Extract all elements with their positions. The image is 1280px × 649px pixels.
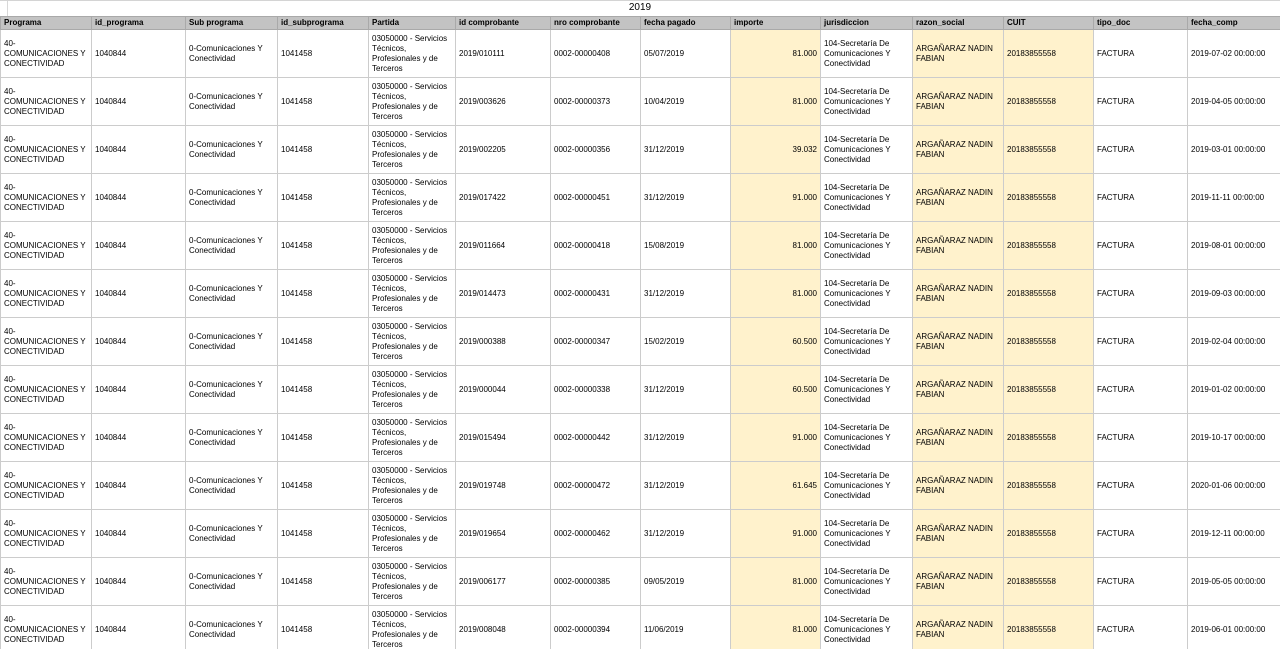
cell-id_subprograma[interactable]: 1041458 (278, 270, 369, 318)
cell-tipo_doc[interactable]: FACTURA (1094, 414, 1188, 462)
cell-razon_social[interactable]: ARGAÑARAZ NADIN FABIAN (913, 366, 1004, 414)
table-row (1, 30, 1280, 78)
cell-programa[interactable]: 40-COMUNICACIONES Y CONECTIVIDAD (1, 414, 92, 462)
cell-nro_comprobante[interactable]: 0002-00000394 (551, 606, 641, 649)
cell-razon_social[interactable]: ARGAÑARAZ NADIN FABIAN (913, 174, 1004, 222)
cell-tipo_doc[interactable]: FACTURA (1094, 606, 1188, 649)
cell-nro_comprobante[interactable]: 0002-00000338 (551, 366, 641, 414)
cell-cuit[interactable]: 20183855558 (1004, 174, 1094, 222)
cell-importe[interactable]: 61.645 (731, 462, 821, 510)
cell-id_comprobante[interactable]: 2019/017422 (456, 174, 551, 222)
cell-fecha_pagado[interactable]: 10/04/2019 (641, 78, 731, 126)
table-row (1, 606, 1280, 649)
header-row (1, 17, 1280, 30)
cell-tipo_doc[interactable]: FACTURA (1094, 366, 1188, 414)
cell-cuit[interactable]: 20183855558 (1004, 78, 1094, 126)
cell-importe[interactable]: 81.000 (731, 558, 821, 606)
cell-fecha_pagado[interactable]: 11/06/2019 (641, 606, 731, 649)
table-row (1, 318, 1280, 366)
cell-nro_comprobante[interactable]: 0002-00000431 (551, 270, 641, 318)
cell-sub_programa[interactable]: 0-Comunicaciones Y Conectividad (186, 510, 278, 558)
cell-nro_comprobante[interactable]: 0002-00000347 (551, 318, 641, 366)
cell-programa[interactable]: 40-COMUNICACIONES Y CONECTIVIDAD (1, 222, 92, 270)
cell-partida[interactable]: 03050000 - Servicios Técnicos, Profesionales y de Terceros (369, 510, 456, 558)
cell-nro_comprobante[interactable]: 0002-00000385 (551, 558, 641, 606)
cell-razon_social[interactable]: ARGAÑARAZ NADIN FABIAN (913, 510, 1004, 558)
cell-programa[interactable]: 40-COMUNICACIONES Y CONECTIVIDAD (1, 510, 92, 558)
table-row (1, 270, 1280, 318)
cell-razon_social[interactable]: ARGAÑARAZ NADIN FABIAN (913, 126, 1004, 174)
cell-id_programa[interactable]: 1040844 (92, 270, 186, 318)
table-row (1, 414, 1280, 462)
cell-partida[interactable]: 03050000 - Servicios Técnicos, Profesionales y de Terceros (369, 606, 456, 649)
cell-cuit[interactable]: 20183855558 (1004, 366, 1094, 414)
cell-tipo_doc[interactable]: FACTURA (1094, 558, 1188, 606)
cell-cuit[interactable]: 20183855558 (1004, 30, 1094, 78)
table-row (1, 78, 1280, 126)
cell-sub_programa[interactable]: 0-Comunicaciones Y Conectividad (186, 414, 278, 462)
cell-jurisdiccion[interactable]: 104-Secretaría De Comunicaciones Y Conectividad (821, 414, 913, 462)
cell-programa[interactable]: 40-COMUNICACIONES Y CONECTIVIDAD (1, 78, 92, 126)
cell-sub_programa[interactable]: 0-Comunicaciones Y Conectividad (186, 558, 278, 606)
cell-fecha_pagado[interactable]: 09/05/2019 (641, 558, 731, 606)
cell-id_comprobante[interactable]: 2019/019748 (456, 462, 551, 510)
cell-id_programa[interactable]: 1040844 (92, 366, 186, 414)
cell-importe[interactable]: 81.000 (731, 222, 821, 270)
cell-id_programa[interactable]: 1040844 (92, 318, 186, 366)
cell-programa[interactable]: 40-COMUNICACIONES Y CONECTIVIDAD (1, 126, 92, 174)
data-table (0, 16, 1280, 649)
cell-partida[interactable]: 03050000 - Servicios Técnicos, Profesionales y de Terceros (369, 366, 456, 414)
cell-tipo_doc[interactable]: FACTURA (1094, 462, 1188, 510)
cell-partida[interactable]: 03050000 - Servicios Técnicos, Profesionales y de Terceros (369, 126, 456, 174)
cell-fecha_pagado[interactable]: 31/12/2019 (641, 414, 731, 462)
column-header-partida[interactable]: Partida (369, 17, 456, 30)
cell-nro_comprobante[interactable]: 0002-00000356 (551, 126, 641, 174)
cell-id_comprobante[interactable]: 2019/000044 (456, 366, 551, 414)
cell-fecha_comp[interactable]: 2020-01-06 00:00:00 (1188, 462, 1280, 510)
cell-jurisdiccion[interactable]: 104-Secretaría De Comunicaciones Y Conectividad (821, 174, 913, 222)
cell-id_programa[interactable]: 1040844 (92, 558, 186, 606)
cell-razon_social[interactable]: ARGAÑARAZ NADIN FABIAN (913, 30, 1004, 78)
cell-id_comprobante[interactable]: 2019/011664 (456, 222, 551, 270)
cell-razon_social[interactable]: ARGAÑARAZ NADIN FABIAN (913, 270, 1004, 318)
cell-jurisdiccion[interactable]: 104-Secretaría De Comunicaciones Y Conectividad (821, 462, 913, 510)
cell-tipo_doc[interactable]: FACTURA (1094, 510, 1188, 558)
cell-cuit[interactable]: 20183855558 (1004, 222, 1094, 270)
cell-id_programa[interactable]: 1040844 (92, 222, 186, 270)
column-header-id_comprobante[interactable]: id comprobante (456, 17, 551, 30)
column-header-cuit[interactable]: CUIT (1004, 17, 1094, 30)
cell-id_subprograma[interactable]: 1041458 (278, 174, 369, 222)
cell-programa[interactable]: 40-COMUNICACIONES Y CONECTIVIDAD (1, 318, 92, 366)
cell-partida[interactable]: 03050000 - Servicios Técnicos, Profesionales y de Terceros (369, 30, 456, 78)
cell-id_subprograma[interactable]: 1041458 (278, 606, 369, 649)
cell-sub_programa[interactable]: 0-Comunicaciones Y Conectividad (186, 78, 278, 126)
cell-fecha_comp[interactable]: 2019-04-05 00:00:00 (1188, 78, 1280, 126)
cell-nro_comprobante[interactable]: 0002-00000373 (551, 78, 641, 126)
cell-id_comprobante[interactable]: 2019/000388 (456, 318, 551, 366)
cell-importe[interactable]: 81.000 (731, 30, 821, 78)
cell-importe[interactable]: 91.000 (731, 510, 821, 558)
cell-cuit[interactable]: 20183855558 (1004, 126, 1094, 174)
column-header-id_programa[interactable]: id_programa (92, 17, 186, 30)
cell-fecha_pagado[interactable]: 31/12/2019 (641, 270, 731, 318)
cell-sub_programa[interactable]: 0-Comunicaciones Y Conectividad (186, 366, 278, 414)
cell-razon_social[interactable]: ARGAÑARAZ NADIN FABIAN (913, 414, 1004, 462)
cell-fecha_comp[interactable]: 2019-06-01 00:00:00 (1188, 606, 1280, 649)
cell-id_comprobante[interactable]: 2019/008048 (456, 606, 551, 649)
cell-cuit[interactable]: 20183855558 (1004, 558, 1094, 606)
cell-razon_social[interactable]: ARGAÑARAZ NADIN FABIAN (913, 606, 1004, 649)
cell-razon_social[interactable]: ARGAÑARAZ NADIN FABIAN (913, 222, 1004, 270)
cell-sub_programa[interactable]: 0-Comunicaciones Y Conectividad (186, 318, 278, 366)
cell-partida[interactable]: 03050000 - Servicios Técnicos, Profesionales y de Terceros (369, 78, 456, 126)
cell-fecha_pagado[interactable]: 15/08/2019 (641, 222, 731, 270)
cell-id_comprobante[interactable]: 2019/015494 (456, 414, 551, 462)
cell-importe[interactable]: 91.000 (731, 174, 821, 222)
cell-id_subprograma[interactable]: 1041458 (278, 414, 369, 462)
cell-id_subprograma[interactable]: 1041458 (278, 30, 369, 78)
cell-tipo_doc[interactable]: FACTURA (1094, 126, 1188, 174)
cell-tipo_doc[interactable]: FACTURA (1094, 78, 1188, 126)
cell-tipo_doc[interactable]: FACTURA (1094, 222, 1188, 270)
cell-fecha_pagado[interactable]: 31/12/2019 (641, 174, 731, 222)
cell-jurisdiccion[interactable]: 104-Secretaría De Comunicaciones Y Conectividad (821, 606, 913, 649)
cell-fecha_comp[interactable]: 2019-02-04 00:00:00 (1188, 318, 1280, 366)
cell-fecha_comp[interactable]: 2019-09-03 00:00:00 (1188, 270, 1280, 318)
cell-jurisdiccion[interactable]: 104-Secretaría De Comunicaciones Y Conectividad (821, 558, 913, 606)
cell-fecha_pagado[interactable]: 31/12/2019 (641, 510, 731, 558)
cell-programa[interactable]: 40-COMUNICACIONES Y CONECTIVIDAD (1, 30, 92, 78)
cell-fecha_pagado[interactable]: 15/02/2019 (641, 318, 731, 366)
cell-importe[interactable]: 60.500 (731, 318, 821, 366)
cell-fecha_comp[interactable]: 2019-03-01 00:00:00 (1188, 126, 1280, 174)
cell-razon_social[interactable]: ARGAÑARAZ NADIN FABIAN (913, 558, 1004, 606)
cell-id_subprograma[interactable]: 1041458 (278, 366, 369, 414)
table-row (1, 510, 1280, 558)
cell-id_programa[interactable]: 1040844 (92, 78, 186, 126)
cell-id_programa[interactable]: 1040844 (92, 30, 186, 78)
cell-id_programa[interactable]: 1040844 (92, 126, 186, 174)
table-row (1, 174, 1280, 222)
cell-cuit[interactable]: 20183855558 (1004, 414, 1094, 462)
cell-fecha_comp[interactable]: 2019-12-11 00:00:00 (1188, 510, 1280, 558)
cell-id_programa[interactable]: 1040844 (92, 606, 186, 649)
cell-id_comprobante[interactable]: 2019/014473 (456, 270, 551, 318)
table-row (1, 366, 1280, 414)
sheet-title-cell[interactable]: 2019 (0, 1, 1280, 16)
cell-id_subprograma[interactable]: 1041458 (278, 510, 369, 558)
cell-id_subprograma[interactable]: 1041458 (278, 78, 369, 126)
cell-id_subprograma[interactable]: 1041458 (278, 318, 369, 366)
cell-importe[interactable]: 39.032 (731, 126, 821, 174)
cell-partida[interactable]: 03050000 - Servicios Técnicos, Profesionales y de Terceros (369, 462, 456, 510)
column-header-id_subprograma[interactable]: id_subprograma (278, 17, 369, 30)
column-header-razon_social[interactable]: razon_social (913, 17, 1004, 30)
cell-partida[interactable]: 03050000 - Servicios Técnicos, Profesionales y de Terceros (369, 270, 456, 318)
cell-id_programa[interactable]: 1040844 (92, 462, 186, 510)
table-row (1, 222, 1280, 270)
cell-programa[interactable]: 40-COMUNICACIONES Y CONECTIVIDAD (1, 606, 92, 649)
cell-cuit[interactable]: 20183855558 (1004, 270, 1094, 318)
column-header-jurisdiccion[interactable]: jurisdiccion (821, 17, 913, 30)
table-row (1, 126, 1280, 174)
cell-nro_comprobante[interactable]: 0002-00000442 (551, 414, 641, 462)
column-header-tipo_doc[interactable]: tipo_doc (1094, 17, 1188, 30)
cell-importe[interactable]: 81.000 (731, 606, 821, 649)
cell-programa[interactable]: 40-COMUNICACIONES Y CONECTIVIDAD (1, 366, 92, 414)
cell-jurisdiccion[interactable]: 104-Secretaría De Comunicaciones Y Conectividad (821, 30, 913, 78)
cell-sub_programa[interactable]: 0-Comunicaciones Y Conectividad (186, 270, 278, 318)
cell-fecha_comp[interactable]: 2019-10-17 00:00:00 (1188, 414, 1280, 462)
cell-razon_social[interactable]: ARGAÑARAZ NADIN FABIAN (913, 78, 1004, 126)
cell-jurisdiccion[interactable]: 104-Secretaría De Comunicaciones Y Conectividad (821, 318, 913, 366)
cell-fecha_comp[interactable]: 2019-05-05 00:00:00 (1188, 558, 1280, 606)
column-header-sub_programa[interactable]: Sub programa (186, 17, 278, 30)
cell-partida[interactable]: 03050000 - Servicios Técnicos, Profesionales y de Terceros (369, 174, 456, 222)
cell-id_comprobante[interactable]: 2019/006177 (456, 558, 551, 606)
cell-importe[interactable]: 81.000 (731, 78, 821, 126)
cell-id_comprobante[interactable]: 2019/003626 (456, 78, 551, 126)
cell-id_subprograma[interactable]: 1041458 (278, 126, 369, 174)
cell-fecha_comp[interactable]: 2019-08-01 00:00:00 (1188, 222, 1280, 270)
table-row (1, 558, 1280, 606)
cell-jurisdiccion[interactable]: 104-Secretaría De Comunicaciones Y Conectividad (821, 222, 913, 270)
cell-id_comprobante[interactable]: 2019/019654 (456, 510, 551, 558)
cell-sub_programa[interactable]: 0-Comunicaciones Y Conectividad (186, 174, 278, 222)
cell-partida[interactable]: 03050000 - Servicios Técnicos, Profesionales y de Terceros (369, 222, 456, 270)
cell-razon_social[interactable]: ARGAÑARAZ NADIN FABIAN (913, 318, 1004, 366)
cell-tipo_doc[interactable]: FACTURA (1094, 318, 1188, 366)
cell-partida[interactable]: 03050000 - Servicios Técnicos, Profesionales y de Terceros (369, 318, 456, 366)
cell-partida[interactable]: 03050000 - Servicios Técnicos, Profesionales y de Terceros (369, 414, 456, 462)
cell-nro_comprobante[interactable]: 0002-00000451 (551, 174, 641, 222)
cell-fecha_pagado[interactable]: 31/12/2019 (641, 462, 731, 510)
cell-jurisdiccion[interactable]: 104-Secretaría De Comunicaciones Y Conectividad (821, 126, 913, 174)
cell-sub_programa[interactable]: 0-Comunicaciones Y Conectividad (186, 30, 278, 78)
cell-id_programa[interactable]: 1040844 (92, 174, 186, 222)
cell-tipo_doc[interactable]: FACTURA (1094, 30, 1188, 78)
cell-tipo_doc[interactable]: FACTURA (1094, 174, 1188, 222)
column-header-fecha_pagado[interactable]: fecha pagado (641, 17, 731, 30)
cell-importe[interactable]: 91.000 (731, 414, 821, 462)
column-header-importe[interactable]: importe (731, 17, 821, 30)
cell-programa[interactable]: 40-COMUNICACIONES Y CONECTIVIDAD (1, 462, 92, 510)
cell-fecha_pagado[interactable]: 05/07/2019 (641, 30, 731, 78)
cell-jurisdiccion[interactable]: 104-Secretaría De Comunicaciones Y Conectividad (821, 366, 913, 414)
cell-nro_comprobante[interactable]: 0002-00000418 (551, 222, 641, 270)
cell-sub_programa[interactable]: 0-Comunicaciones Y Conectividad (186, 606, 278, 649)
cell-sub_programa[interactable]: 0-Comunicaciones Y Conectividad (186, 126, 278, 174)
cell-importe[interactable]: 81.000 (731, 270, 821, 318)
cell-jurisdiccion[interactable]: 104-Secretaría De Comunicaciones Y Conectividad (821, 78, 913, 126)
cell-fecha_pagado[interactable]: 31/12/2019 (641, 126, 731, 174)
table-row (1, 462, 1280, 510)
column-header-programa[interactable]: Programa (1, 17, 92, 30)
cell-id_comprobante[interactable]: 2019/002205 (456, 126, 551, 174)
cell-cuit[interactable]: 20183855558 (1004, 318, 1094, 366)
column-header-fecha_comp[interactable]: fecha_comp (1188, 17, 1280, 30)
cell-fecha_pagado[interactable]: 31/12/2019 (641, 366, 731, 414)
cell-fecha_comp[interactable]: 2019-07-02 00:00:00 (1188, 30, 1280, 78)
cell-partida[interactable]: 03050000 - Servicios Técnicos, Profesionales y de Terceros (369, 558, 456, 606)
cell-cuit[interactable]: 20183855558 (1004, 510, 1094, 558)
cell-id_comprobante[interactable]: 2019/010111 (456, 30, 551, 78)
cell-cuit[interactable]: 20183855558 (1004, 462, 1094, 510)
cell-jurisdiccion[interactable]: 104-Secretaría De Comunicaciones Y Conectividad (821, 270, 913, 318)
cell-sub_programa[interactable]: 0-Comunicaciones Y Conectividad (186, 462, 278, 510)
cell-id_subprograma[interactable]: 1041458 (278, 558, 369, 606)
cell-cuit[interactable]: 20183855558 (1004, 606, 1094, 649)
cell-razon_social[interactable]: ARGAÑARAZ NADIN FABIAN (913, 462, 1004, 510)
cell-programa[interactable]: 40-COMUNICACIONES Y CONECTIVIDAD (1, 174, 92, 222)
cell-nro_comprobante[interactable]: 0002-00000462 (551, 510, 641, 558)
cell-id_subprograma[interactable]: 1041458 (278, 462, 369, 510)
column-header-nro_comprobante[interactable]: nro comprobante (551, 17, 641, 30)
cell-nro_comprobante[interactable]: 0002-00000472 (551, 462, 641, 510)
cell-tipo_doc[interactable]: FACTURA (1094, 270, 1188, 318)
cell-id_programa[interactable]: 1040844 (92, 510, 186, 558)
cell-id_programa[interactable]: 1040844 (92, 414, 186, 462)
cell-fecha_comp[interactable]: 2019-11-11 00:00:00 (1188, 174, 1280, 222)
cell-jurisdiccion[interactable]: 104-Secretaría De Comunicaciones Y Conectividad (821, 510, 913, 558)
cell-programa[interactable]: 40-COMUNICACIONES Y CONECTIVIDAD (1, 270, 92, 318)
cell-importe[interactable]: 60.500 (731, 366, 821, 414)
cell-id_subprograma[interactable]: 1041458 (278, 222, 369, 270)
cell-nro_comprobante[interactable]: 0002-00000408 (551, 30, 641, 78)
cell-sub_programa[interactable]: 0-Comunicaciones Y Conectividad (186, 222, 278, 270)
cell-programa[interactable]: 40-COMUNICACIONES Y CONECTIVIDAD (1, 558, 92, 606)
cell-fecha_comp[interactable]: 2019-01-02 00:00:00 (1188, 366, 1280, 414)
